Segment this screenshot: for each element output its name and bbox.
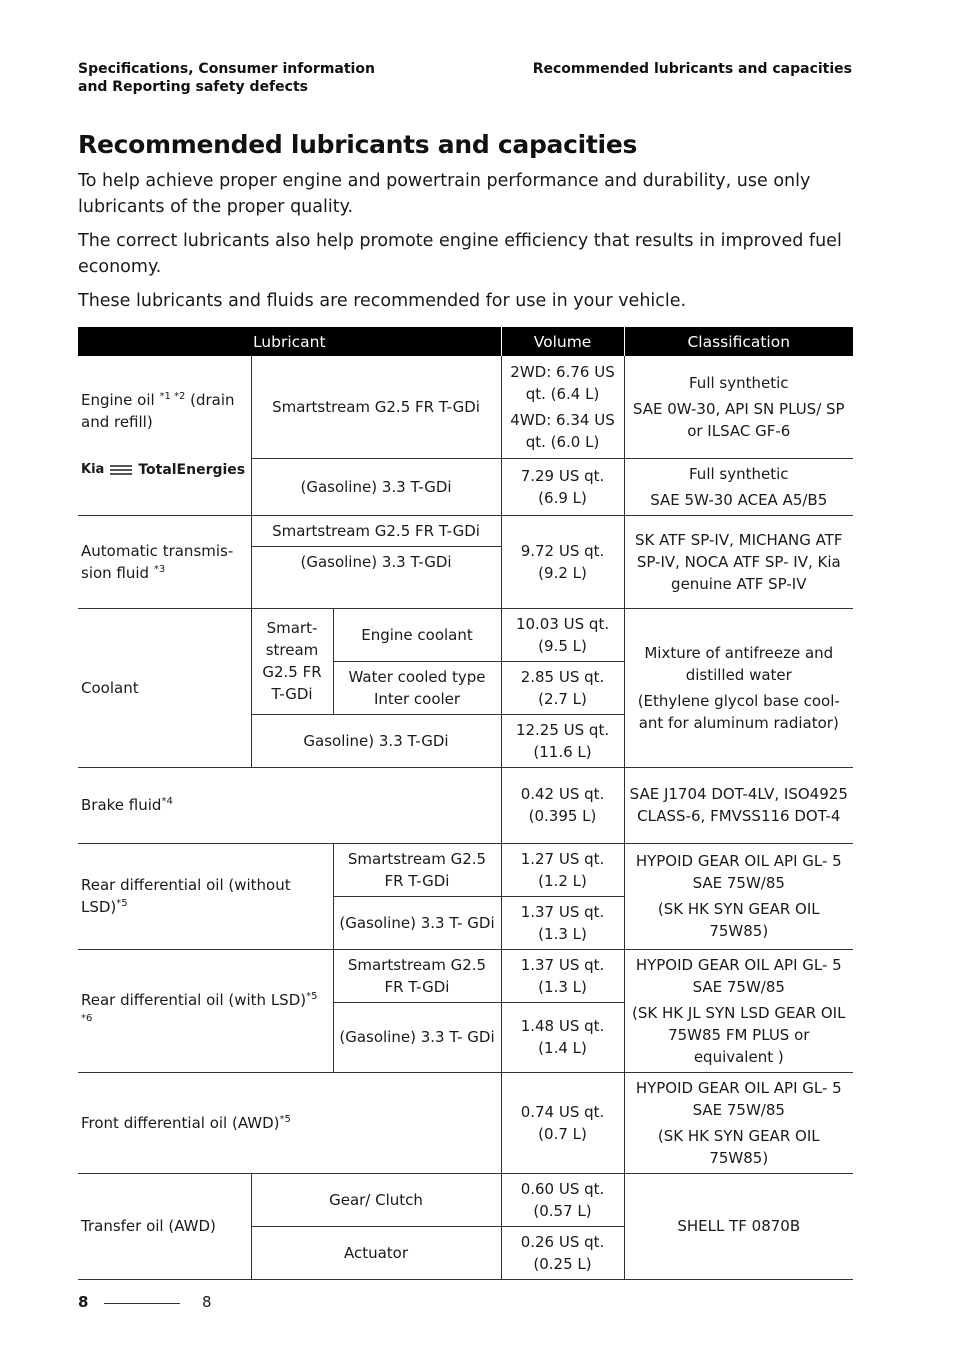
atf-class: SK ATF SP-IV, MICHANG ATF SP-IV, NOCA ATF SP- IV, Kia genuine ATF SP-IV xyxy=(624,515,853,608)
engine-oil-r1-class: Full synthetic SAE 0W-30, API SN PLUS/ SP or ILSAC GF-6 xyxy=(624,356,853,458)
rear-diff-lsd-r2-volume: 1.48 US qt. (1.4 L) xyxy=(501,1002,624,1072)
transfer-r2-volume: 0.26 US qt. (0.25 L) xyxy=(501,1226,624,1279)
rear-diff-no-lsd-r2-engine: (Gasoline) 3.3 T- GDi xyxy=(333,896,501,949)
coolant-engine: Smart- stream G2.5 FR T-GDi xyxy=(251,608,333,714)
logo-stripes-icon xyxy=(110,465,132,475)
rear-diff-lsd-r1-engine: Smartstream G2.5 FR T-GDi xyxy=(333,949,501,1002)
brake-fluid-class: SAE J1704 DOT-4LV, ISO4925 CLASS-6, FMVSS116 DOT-4 xyxy=(624,767,853,843)
kia-totalenergies-logo xyxy=(81,459,247,481)
rear-diff-lsd-r1-volume: 1.37 US qt. (1.3 L) xyxy=(501,949,624,1002)
intro-paragraph-3: These lubricants and fluids are recommended for use in your vehicle. xyxy=(78,291,687,311)
intro-paragraph-2: The correct lubricants also help promote engine efficiency that results in improved fuel economy. xyxy=(78,231,842,277)
atf-label: Automatic transmis- sion fluid $^{*3}$ xyxy=(78,515,251,608)
brake-fluid-label: Brake fluid$^{*4}$ xyxy=(78,767,501,843)
logo-kia-text: Kia xyxy=(81,462,105,478)
rear-diff-lsd-r2-engine: (Gasoline) 3.3 T- GDi xyxy=(333,1002,501,1072)
engine-oil-r2-engine: (Gasoline) 3.3 T-GDi xyxy=(251,458,501,515)
running-header-left-line2: and Reporting safety defects xyxy=(78,79,308,95)
transfer-r1-part: Gear/ Clutch xyxy=(251,1173,501,1226)
running-header-left xyxy=(78,60,375,96)
coolant-r3-engine: Gasoline) 3.3 T-GDi xyxy=(251,714,501,767)
atf-r2-engine: (Gasoline) 3.3 T-GDi xyxy=(251,546,501,608)
rear-diff-lsd-label: Rear differential oil (with LSD)$^{*5 *6}$ xyxy=(78,949,333,1072)
intro-paragraph-1: To help achieve proper engine and powertrain performance and durability, use only lubricants of the proper quality. xyxy=(78,171,811,217)
table-row xyxy=(78,843,853,896)
front-diff-label: Front differential oil (AWD)$^{*5}$ xyxy=(78,1072,501,1173)
engine-oil-r1-volume: 2WD: 6.76 US qt. (6.4 L) 4WD: 6.34 US qt. (6.0 L) xyxy=(501,356,624,458)
engine-oil-label-cell xyxy=(78,356,251,515)
page-number-bold: 8 xyxy=(78,1293,89,1311)
front-diff-class: HYPOID GEAR OIL API GL- 5 SAE 75W/85 (SK HK SYN GEAR OIL 75W85) xyxy=(624,1072,853,1173)
table-row xyxy=(78,1072,853,1173)
running-header-left-line1: Specifications, Consumer information xyxy=(78,61,375,77)
brake-fluid-volume: 0.42 US qt. (0.395 L) xyxy=(501,767,624,843)
rear-diff-lsd-class: HYPOID GEAR OIL API GL- 5 SAE 75W/85 (SK HK JL SYN LSD GEAR OIL 75W85 FM PLUS or equivalent ) xyxy=(624,949,853,1072)
coolant-r1-type: Engine coolant xyxy=(333,608,501,661)
atf-r1-engine: Smartstream G2.5 FR T-GDi xyxy=(251,515,501,546)
table-row xyxy=(78,1173,853,1226)
lubricants-table xyxy=(78,327,853,1280)
transfer-r2-part: Actuator xyxy=(251,1226,501,1279)
header-lubricant: Lubricant xyxy=(78,327,501,356)
engine-oil-r2-class: Full synthetic SAE 5W-30 ACEA A5/B5 xyxy=(624,458,853,515)
atf-volume: 9.72 US qt. (9.2 L) xyxy=(501,515,624,608)
page-number: 8 xyxy=(202,1293,212,1311)
header-volume: Volume xyxy=(501,327,624,356)
coolant-r3-volume: 12.25 US qt. (11.6 L) xyxy=(501,714,624,767)
engine-oil-r1-engine: Smartstream G2.5 FR T-GDi xyxy=(251,356,501,458)
table-row xyxy=(78,515,853,546)
coolant-label: Coolant xyxy=(78,608,251,767)
rear-diff-no-lsd-r2-volume: 1.37 US qt. (1.3 L) xyxy=(501,896,624,949)
engine-oil-label: Engine oil $^{*1 *2}$ (drain and refill) xyxy=(81,391,235,432)
running-header-right: Recommended lubricants and capacities xyxy=(532,61,852,77)
table-row xyxy=(78,608,853,661)
front-diff-volume: 0.74 US qt. (0.7 L) xyxy=(501,1072,624,1173)
transfer-label: Transfer oil (AWD) xyxy=(78,1173,251,1279)
logo-totalenergies-text: TotalEnergies xyxy=(138,462,246,479)
rear-diff-no-lsd-r1-volume: 1.27 US qt. (1.2 L) xyxy=(501,843,624,896)
footer-divider xyxy=(104,1303,180,1304)
header-classification: Classification xyxy=(624,327,853,356)
transfer-class: SHELL TF 0870B xyxy=(624,1173,853,1279)
page-title: Recommended lubricants and capacities xyxy=(78,130,638,159)
coolant-class: Mixture of antifreeze and distilled water (Ethylene glycol base cool- ant for aluminum radiator) xyxy=(624,608,853,767)
coolant-r1-volume: 10.03 US qt. (9.5 L) xyxy=(501,608,624,661)
engine-oil-r2-volume: 7.29 US qt. (6.9 L) xyxy=(501,458,624,515)
transfer-r1-volume: 0.60 US qt. (0.57 L) xyxy=(501,1173,624,1226)
coolant-r2-type: Water cooled type Inter cooler xyxy=(333,661,501,714)
coolant-r2-volume: 2.85 US qt. (2.7 L) xyxy=(501,661,624,714)
rear-diff-no-lsd-label: Rear differential oil (without LSD)$^{*5}$ xyxy=(78,843,333,949)
table-row xyxy=(78,356,853,458)
table-header-row xyxy=(78,327,853,356)
intro-text xyxy=(78,168,868,322)
table-row xyxy=(78,767,853,843)
table-row xyxy=(78,949,853,1002)
rear-diff-no-lsd-class: HYPOID GEAR OIL API GL- 5 SAE 75W/85 (SK HK SYN GEAR OIL 75W85) xyxy=(624,843,853,949)
rear-diff-no-lsd-r1-engine: Smartstream G2.5 FR T-GDi xyxy=(333,843,501,896)
